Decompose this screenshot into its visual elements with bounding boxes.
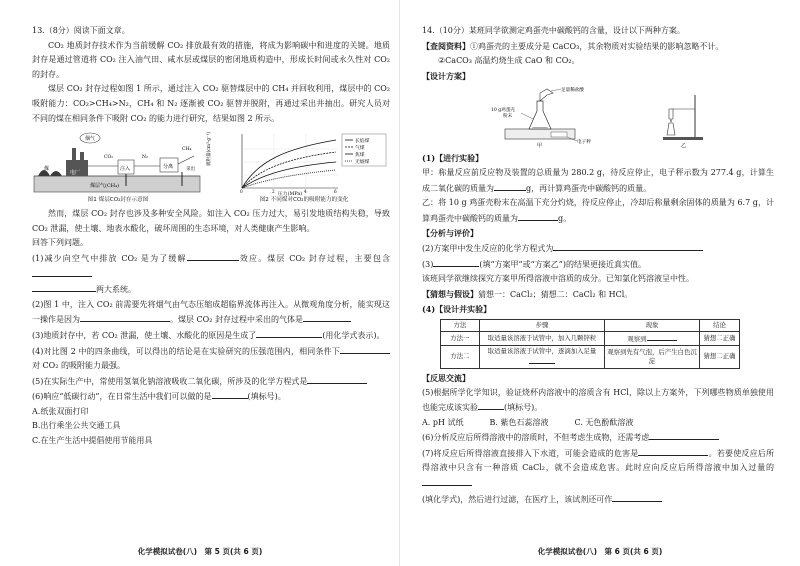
q14-5-text-a: (5)根据所学化学知识，验证烧杯内溶液中的溶质含有 HCl，除以上方案外，下列哪些物质单独使用也能完成该实验 <box>422 387 774 413</box>
q13-2-text-a: (2)图 1 中，注入 CO₂ 前需要先将烟气由气态压缩成超临界流体再注入。从微观角度分析，能实现这一操作是因为 <box>32 299 390 325</box>
apparatus-row <box>422 87 774 149</box>
q14-part-5 <box>422 386 774 416</box>
flame <box>670 119 672 123</box>
q14-5-text-b: (填标号)。 <box>504 403 543 413</box>
figure-2-chart <box>207 130 390 198</box>
label-flue-gas: 烟气 <box>85 136 96 143</box>
q13-1-blank-b[interactable] <box>32 267 92 277</box>
crucible <box>669 109 673 119</box>
table-header-phenomenon: 现象 <box>605 319 700 331</box>
design-experiment-heading: (4)【设计并实验】 <box>422 304 492 315</box>
page-6-footer: 化学模拟试卷(八) 第 6 页(共 6 页) <box>537 547 663 556</box>
q14-7-text-c: (填化学式)，然后进行过滤，在医疗上，该试剂还可作 <box>422 494 613 504</box>
plan-yi-text-a: 乙：将 10 g 鸡蛋壳粉末在高温下充分灼烧，待反应停止，冷却后称量剩余固体的质量为 6.7 g，计算鸡蛋壳中碳酸钙的质量为 <box>422 198 774 223</box>
conical-flask <box>529 101 551 129</box>
cell-text: 取适量该溶液于试管中，逐滴加入足量 <box>487 346 597 355</box>
q13-2-blank-a[interactable] <box>80 312 170 322</box>
q14-7-text-b: 。若要使反应后所得溶液中只含有一种溶质 CaCl₂，就不会造成危害。此时应向反应后所得溶液中加入过量的 <box>422 448 774 473</box>
table-cell: 方法一 <box>441 331 480 345</box>
hypothesis-heading: 【猜想与假设】 <box>422 288 478 299</box>
coal-pile-shape <box>38 170 62 176</box>
q14-part-3 <box>422 257 774 273</box>
q13-part-2 <box>32 298 390 328</box>
x-tick-4: 4 <box>304 189 307 195</box>
q13-part-4 <box>32 344 390 374</box>
q13-6-text-a: (6)响应“低碳行动”，在日常生活中我们可以做的是 <box>32 392 212 402</box>
stand-base <box>663 137 703 140</box>
design-heading: 【设计方案】 <box>422 70 470 81</box>
q14-3-text-a: (3) <box>422 259 434 269</box>
label-coal: 煤 <box>44 166 50 173</box>
figure-1-diagram <box>32 130 204 196</box>
q13-part-6 <box>32 389 390 405</box>
q14-option-a: A. pH 试纸 <box>422 417 464 427</box>
curve-anthracite <box>242 170 336 188</box>
q13-5-blank[interactable] <box>307 374 367 384</box>
page-5-content <box>32 24 390 449</box>
table-cell-with-blank <box>605 331 700 345</box>
plan-jia-text <box>422 166 774 196</box>
q14-3-text-b: (填“方案甲”或“方案乙”)的结果更接近真实值。 <box>479 259 646 269</box>
page-5-footer: 化学模拟试卷(八) 第 5 页(共 6 页) <box>137 547 263 556</box>
q14-2-blank[interactable] <box>553 241 703 251</box>
table-row <box>441 345 740 368</box>
q13-paragraph-2: 煤层 CO₂ 封存过程如图 1 所示，通过注入 CO₂ 驱替煤层中的 CH₄ 并回收利用，煤层中的 CO₂ 吸附能力：CO₂>CH₄>N₂，CH₄ 和 N₂ 逐渐被 CO₂ 驱替并脱附，再通过采出井抽出。研究人员对不同的煤在相同条件下吸附 CO₂ 的能力进行研究，结果如图 2 所示。 <box>32 84 390 123</box>
q13-4-text-a: (4)对比图 2 中的四条曲线，可以得出的结论是在实验研究的压强范围内，相同条件下 <box>32 346 340 356</box>
figure-1 <box>32 130 204 204</box>
apparatus-jia <box>481 87 601 149</box>
q14-option-b: B. 紫色石蕊溶液 <box>489 417 549 427</box>
legend-coking-coal: 焦煤 <box>355 153 365 159</box>
info-1-text: ①鸡蛋壳的主要成分是 CaCO₃，其余物质对实验结果的影响忽略不计。 <box>470 41 724 51</box>
label-yi: 乙 <box>681 143 687 150</box>
hypothesis-line <box>422 287 774 303</box>
q13-1-text-a: (1)减少向空气中排放 CO₂ 是为了缓解 <box>32 253 187 263</box>
hypothesis-text: 猜想一：CaCl₂；猜想二：CaCl₂ 和 HCl。 <box>478 289 633 299</box>
q13-paragraph-1: CO₂ 地质封存技术作为当前缓解 CO₂ 排放最有效的措施，将成为影响碳中和进度的关键。地质封存是通过管道将 CO₂ 注入油气田、咸水层或煤层的密闭地质构造中，形成长时间或永久性对 CO₂ 的封存。 <box>32 40 390 79</box>
label-n2: N₂ <box>142 155 148 161</box>
info-line-2: ②CaCO₃ 高温灼烧生成 CaO 和 CO₂。 <box>438 56 580 66</box>
table-header-conclusion: 结论 <box>700 319 740 331</box>
curve-long-flame-coal <box>242 140 336 188</box>
q14-part-7 <box>422 446 774 507</box>
acid-pointer <box>551 89 561 91</box>
label-co2: CO₂ <box>104 155 114 161</box>
analysis-heading: 【分析与评价】 <box>422 228 478 239</box>
q13-1-text-b: 效应。煤层 CO₂ 封存过程，主要包含 <box>238 253 390 263</box>
flask-powder <box>531 127 549 129</box>
q13-3-blank[interactable] <box>256 328 322 338</box>
q14-7-text-a: (7)将反应后所得溶液直接排入下水道，可能会造成的危害是 <box>422 448 639 458</box>
table-cell: 猜想二正确 <box>700 345 740 368</box>
answer-intro: 回答下列问题。 <box>32 238 88 248</box>
table-cell: 猜想二正确 <box>700 331 740 345</box>
page-6 <box>400 0 800 566</box>
plan-jia-blank[interactable] <box>494 181 526 191</box>
legend-anthracite: 无烟煤 <box>355 160 370 166</box>
q14-7-blank-b[interactable] <box>422 476 472 486</box>
figure-2 <box>207 130 390 204</box>
q13-part-5 <box>32 374 390 390</box>
label-sample: 10 g鸡蛋壳 <box>491 108 516 114</box>
info-heading: 【查阅资料】 <box>422 40 470 51</box>
x-tick-6: 6 <box>334 189 337 195</box>
q13-2-text-b: 。煤层 CO₂ 封存过程中采出的气体是 <box>170 315 303 325</box>
q13-option-a: A.纸张双面打印 <box>32 406 89 416</box>
label-acid: 足量稀盐酸 <box>561 88 584 94</box>
scale-display <box>551 132 567 137</box>
q13-1-text-c: 两大系统。 <box>96 285 136 295</box>
q14-5-options <box>422 416 774 431</box>
experiment-table <box>440 319 740 369</box>
plan-yi-blank[interactable] <box>518 211 558 221</box>
label-sample-2: 粉末 <box>503 114 513 120</box>
q14-6-blank[interactable] <box>649 430 719 440</box>
y-axis-label: 吸附量(cm³·g⁻¹) <box>207 132 212 167</box>
label-ch4: CH₄ <box>182 147 192 153</box>
label-coal-seam: 煤层气(CH₄) <box>90 183 120 190</box>
chimney-shape-2 <box>80 152 84 160</box>
label-inject: 注入 <box>120 166 131 173</box>
chimney-shape <box>72 148 76 160</box>
plan-jia-text-b: g，再计算鸡蛋壳中碳酸钙的质量。 <box>526 183 652 193</box>
table-cell: 方法二 <box>441 345 480 368</box>
page-6-content <box>422 24 774 507</box>
q13-6-blank[interactable] <box>212 389 248 399</box>
q13-4-text-b: 对 CO₂ 的吸附能力最强。 <box>32 361 125 371</box>
q13-paragraph-3: 然而，煤层 CO₂ 封存也涉及多种安全风险。如注入 CO₂ 压力过大，易引发地质结构失稳，导致 CO₂ 泄漏，使土壤、地表水酸化，破坏周围的生态环境，对人类健康产生影响。 <box>32 209 390 233</box>
pipe-3 <box>178 156 194 164</box>
q14-part-6 <box>422 430 774 446</box>
plan-yi-text <box>422 196 774 226</box>
q13-part-1 <box>32 251 390 298</box>
table-cell: 观察到先有气泡，后产生白色沉淀 <box>605 345 700 368</box>
figure-2-caption: 图2 不同煤对CO₂的吸附能力的变化 <box>259 197 349 204</box>
q13-4-blank[interactable] <box>340 344 390 354</box>
q14-part-2 <box>422 241 774 257</box>
q13-1-blank-c[interactable] <box>32 282 96 292</box>
group-text: 该班同学欲继续探究方案甲所得溶液中溶质的成分。已知氯化钙溶液呈中性。 <box>422 274 694 284</box>
label-separate: 分离 <box>163 164 174 171</box>
legend-long-flame-coal: 长焰煤 <box>355 139 370 145</box>
q13-3-text-b: (用化学式表示)。 <box>322 330 385 340</box>
q13-option-c: C.在生产生活中提倡使用节能用具 <box>32 436 153 446</box>
table-blank[interactable] <box>647 333 677 341</box>
burner <box>667 123 675 135</box>
plan-jia-text-a: 甲：称量反应前反应物及装置的总质量为 280.2 g，待反应停止，电子秤示数为 277.4 g，计算生成二氧化碳的质量为 <box>422 167 774 193</box>
q13-3-text-a: (3)地质封存中，若 CO₂ 泄漏，使土壤、水酸化的原因是生成了 <box>32 330 257 340</box>
cell-text: 观察到 <box>627 334 647 343</box>
x-axis-label: 压力(MPa) <box>278 192 303 198</box>
x-tick-0: 0 <box>240 189 243 195</box>
q14-6-text: (6)分析反应后所得溶液中的溶质时，不但考虑生成物，还需考虑 <box>422 433 650 443</box>
q14-7-blank-c[interactable] <box>612 492 662 502</box>
q14-5-blank[interactable] <box>478 400 504 410</box>
table-cell: 取适量该溶液于试管中，加入几颗锌粒 <box>480 331 605 345</box>
q14-option-c: C. 无色酚酞溶液 <box>574 417 634 427</box>
sample-pointer <box>521 113 533 119</box>
label-mine: 采出 <box>186 167 196 173</box>
q13-2-blank-b[interactable] <box>303 312 351 322</box>
q14-2-text: (2)方案甲中发生反应的化学方程式为 <box>422 243 554 253</box>
label-plant: 电厂 <box>70 170 81 177</box>
q13-6-text-b: (填标号)。 <box>247 392 286 402</box>
table-header-row <box>441 319 740 331</box>
figure-1-caption: 图1 煤层CO₂封存示意图 <box>87 197 149 204</box>
info-line-1 <box>422 39 774 55</box>
experiment-heading: (1)【进行实验】 <box>422 153 484 164</box>
plan-yi-text-b: g。 <box>558 213 572 223</box>
q13-5-text: (5)在实际生产中，常使用氢氧化钠溶液吸收二氧化碳，所涉及的化学方程式是 <box>32 376 308 386</box>
label-scale: 电子秤 <box>577 140 591 146</box>
table-row <box>441 331 740 345</box>
q14-7-blank-a[interactable] <box>638 446 708 456</box>
label-jia: 甲 <box>537 143 543 150</box>
q13-title: 13.（8分）阅读下面文章。 <box>32 26 130 35</box>
table-header-method: 方法 <box>441 319 480 331</box>
table-cell-with-blank <box>480 345 605 368</box>
q13-1-blank-a[interactable] <box>187 251 239 261</box>
q13-part-3 <box>32 328 390 344</box>
q14-3-blank[interactable] <box>433 257 479 267</box>
figure-row <box>32 130 390 204</box>
apparatus-yi <box>655 87 715 149</box>
q14-title: 14.（10分）某班同学欲测定鸡蛋壳中碳酸钙的含量，设计以下两种方案。 <box>422 26 685 35</box>
q13-option-b: B.出行乘坐公共交通工具 <box>32 421 121 431</box>
table-blank[interactable] <box>529 356 555 364</box>
table-header-steps: 步骤 <box>480 319 605 331</box>
reflection-heading: 【反思交流】 <box>422 372 470 383</box>
x-tick-2: 2 <box>272 189 275 195</box>
legend-gas-coal: 气煤 <box>355 146 365 152</box>
